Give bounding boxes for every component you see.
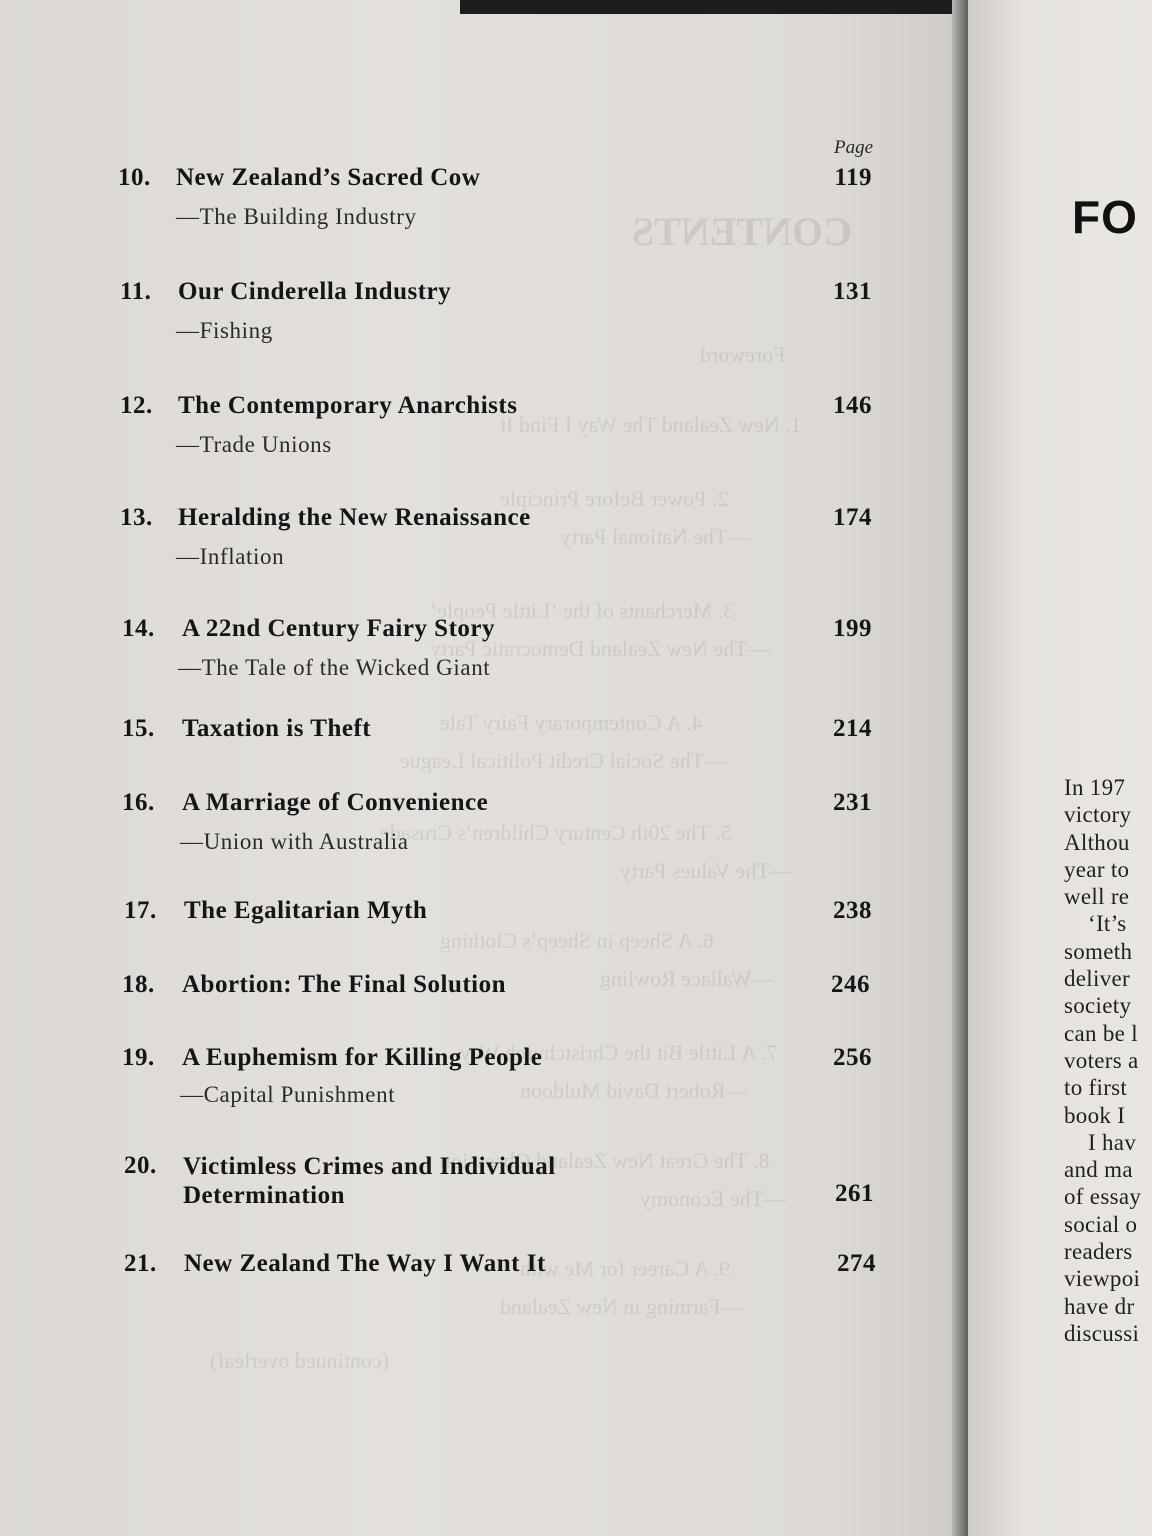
body-line: ‘It’s — [1088, 911, 1127, 937]
body-line: deliver — [1064, 966, 1130, 992]
body-line: I hav — [1088, 1129, 1137, 1155]
show-through-line: —The Economy — [640, 1186, 787, 1211]
body-line: society — [1064, 993, 1132, 1019]
page-number: 214 — [833, 715, 872, 742]
page-number: 261 — [835, 1180, 874, 1207]
body-line: discussi — [1064, 1320, 1140, 1346]
chapter-number: 12. — [120, 392, 153, 419]
page-number: 231 — [833, 789, 872, 816]
body-line: someth — [1064, 938, 1133, 964]
chapter-title: New Zealand’s Sacred Cow — [176, 164, 481, 191]
foreword-heading: FO — [1072, 191, 1138, 243]
chapter-subtitle: —Inflation — [176, 544, 285, 569]
chapter-title: Taxation is Theft — [182, 715, 372, 742]
chapter-title: New Zealand The Way I Want It — [184, 1250, 546, 1277]
body-line: voters a — [1064, 1047, 1139, 1073]
body-line: of essay — [1064, 1184, 1142, 1210]
chapter-number: 11. — [120, 278, 152, 305]
show-through-line: 7. A Little Bit the Christchurch Way — [460, 1040, 778, 1065]
chapter-subtitle: —The Tale of the Wicked Giant — [178, 655, 491, 680]
body-line: social o — [1064, 1211, 1138, 1237]
body-line: readers — [1064, 1239, 1133, 1265]
show-through-line: 3. Merchants of the ‘Little People’ — [430, 598, 735, 623]
chapter-number: 14. — [122, 615, 155, 642]
body-line: Althou — [1064, 829, 1130, 855]
page-number: 274 — [837, 1250, 876, 1277]
chapter-number: 17. — [124, 897, 157, 924]
page-number: 256 — [833, 1044, 872, 1071]
chapter-title: A Marriage of Convenience — [182, 789, 489, 816]
body-line: to first — [1064, 1075, 1128, 1101]
show-through-line: Foreword — [700, 342, 786, 367]
show-through-line: 4. A Contemporary Fairy Tale — [440, 710, 703, 735]
body-line: year to — [1064, 856, 1130, 882]
chapter-number: 20. — [124, 1152, 157, 1179]
page-number: 131 — [833, 278, 872, 305]
body-line: In 197 — [1064, 775, 1126, 800]
page-number: 146 — [833, 392, 872, 419]
show-through-line: 2. Power Before Principle — [500, 486, 729, 511]
chapter-number: 16. — [122, 789, 155, 816]
chapter-title: Our Cinderella Industry — [178, 278, 452, 305]
show-through-line: —The New Zealand Democratic Party — [430, 636, 770, 661]
show-through-line: 9. A Career for Me with — [520, 1256, 731, 1281]
show-through-line: 5. The 20th Century Children’s Crusade — [380, 820, 732, 845]
body-line: victory — [1064, 802, 1132, 828]
body-line: book I — [1064, 1102, 1126, 1128]
chapter-title: A 22nd Century Fairy Story — [182, 615, 495, 642]
page-number: 199 — [833, 615, 872, 642]
chapter-subtitle: —Union with Australia — [180, 829, 409, 854]
chapter-number: 15. — [122, 715, 155, 742]
book-cover-edge — [460, 0, 980, 14]
body-line: and ma — [1064, 1157, 1133, 1183]
show-through-line: —The Values Party — [620, 858, 792, 883]
page-number: 174 — [833, 504, 872, 531]
show-through-line: 1. New Zealand The Way I Find It — [500, 412, 802, 437]
chapter-number: 19. — [122, 1044, 155, 1071]
chapter-subtitle: —Fishing — [176, 318, 273, 343]
page-column-label: Page — [834, 137, 874, 158]
show-through-line: 6. A Sheep in Sheep’s Clothing — [440, 928, 714, 953]
body-line: can be l — [1064, 1020, 1138, 1046]
show-through-line: 8. The Great New Zealand Obsession — [440, 1148, 770, 1173]
page-number: 246 — [831, 971, 870, 998]
chapter-title: A Euphemism for Killing People — [182, 1044, 543, 1071]
body-line: well re — [1064, 884, 1130, 910]
foreword-body — [1064, 774, 1141, 1347]
show-through-line: —The National Party — [560, 524, 750, 549]
chapter-title: Victimless Crimes and Individual Determination — [183, 1153, 556, 1209]
chapter-subtitle: —Capital Punishment — [180, 1082, 396, 1107]
show-through-line: —Farming in New Zealand — [500, 1294, 743, 1319]
page-number: 119 — [834, 164, 872, 191]
page-number: 238 — [833, 897, 872, 924]
show-through-line: —The Social Credit Political League — [400, 748, 727, 773]
chapter-number: 10. — [118, 164, 151, 191]
chapter-subtitle: —Trade Unions — [176, 432, 332, 457]
show-through-heading: CONTENTS — [632, 209, 853, 254]
chapter-title: Heralding the New Renaissance — [178, 504, 531, 531]
chapter-subtitle: —The Building Industry — [176, 204, 417, 229]
show-through-line: —Robert David Muldoon — [520, 1078, 748, 1103]
chapter-number: 13. — [120, 504, 153, 531]
chapter-title: The Contemporary Anarchists — [178, 392, 518, 419]
chapter-title: Abortion: The Final Solution — [182, 971, 507, 998]
chapter-title: The Egalitarian Myth — [184, 897, 428, 924]
show-through-line: —Wallace Rowling — [600, 966, 774, 991]
chapter-number: 21. — [124, 1250, 157, 1277]
show-through-line: (continued overleaf) — [210, 1348, 389, 1373]
chapter-number: 18. — [122, 971, 155, 998]
body-line: have dr — [1064, 1293, 1135, 1319]
body-line: viewpoi — [1064, 1266, 1141, 1292]
